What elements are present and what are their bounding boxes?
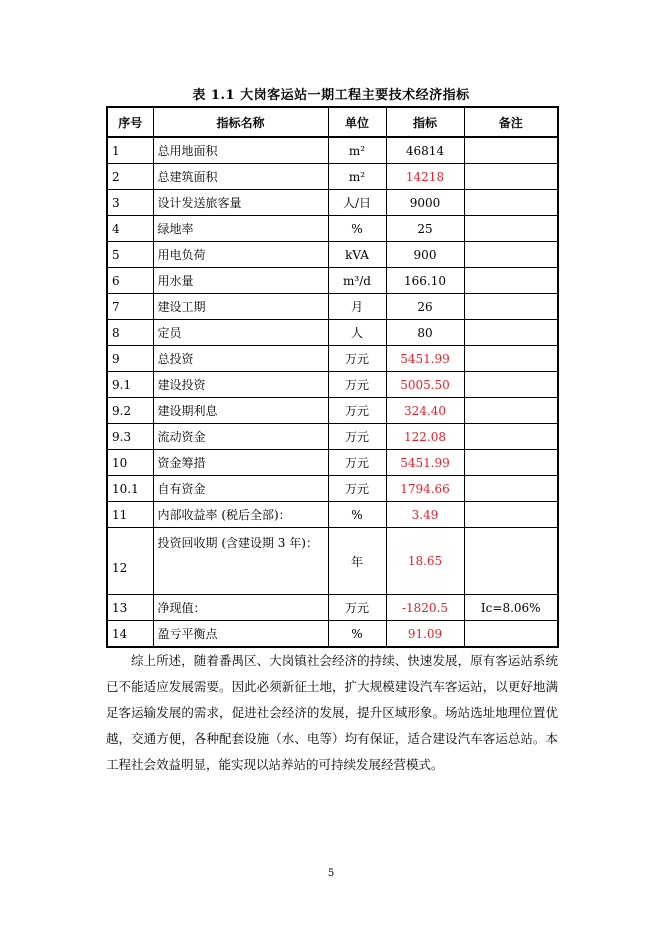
row-unit: 万元	[328, 398, 386, 424]
row-unit: 人/日	[328, 190, 386, 216]
row-number: 6	[107, 268, 153, 294]
row-number: 10	[107, 450, 153, 476]
row-indicator-name: 建设工期	[153, 294, 328, 320]
row-unit: kVA	[328, 242, 386, 268]
row-number: 2	[107, 164, 153, 190]
row-indicator-name: 绿地率	[153, 216, 328, 242]
row-unit: m³/d	[328, 268, 386, 294]
table-row	[107, 164, 558, 190]
row-note	[464, 372, 558, 398]
row-unit: 月	[328, 294, 386, 320]
row-number: 14	[107, 621, 153, 648]
row-indicator-name: 总建筑面积	[153, 164, 328, 190]
row-note	[464, 398, 558, 424]
row-note	[464, 190, 558, 216]
table-row	[107, 621, 558, 648]
table-row	[107, 320, 558, 346]
row-number: 12	[107, 528, 153, 595]
header-name: 指标名称	[153, 107, 328, 137]
table-row	[107, 216, 558, 242]
header-unit: 单位	[328, 107, 386, 137]
row-indicator-name: 自有资金	[153, 476, 328, 502]
row-number: 5	[107, 242, 153, 268]
row-value: 3.49	[386, 502, 464, 528]
row-number: 11	[107, 502, 153, 528]
row-unit: m²	[328, 137, 386, 164]
table-row	[107, 294, 558, 320]
row-indicator-name: 内部收益率 (税后全部)：	[153, 502, 328, 528]
row-unit: 万元	[328, 450, 386, 476]
table-title: 表 1.1 大岗客运站一期工程主要技术经济指标	[192, 88, 470, 103]
row-value: 166.10	[386, 268, 464, 294]
row-number: 9	[107, 346, 153, 372]
row-number: 9.1	[107, 372, 153, 398]
row-unit: %	[328, 621, 386, 648]
table-row	[107, 372, 558, 398]
row-note	[464, 528, 558, 595]
row-value: 25	[386, 216, 464, 242]
row-number: 3	[107, 190, 153, 216]
table-row	[107, 398, 558, 424]
row-indicator-name: 定员	[153, 320, 328, 346]
row-unit: 万元	[328, 372, 386, 398]
table-row	[107, 424, 558, 450]
row-indicator-name: 设计发送旅客量	[153, 190, 328, 216]
table-row	[107, 346, 558, 372]
row-number: 9.2	[107, 398, 153, 424]
row-unit: 万元	[328, 346, 386, 372]
table-row	[107, 528, 558, 595]
row-indicator-name: 总用地面积	[153, 137, 328, 164]
row-note: Ic=8.06%	[464, 595, 558, 621]
row-indicator-name: 流动资金	[153, 424, 328, 450]
row-indicator-name: 用水量	[153, 268, 328, 294]
row-unit: 万元	[328, 595, 386, 621]
row-note	[464, 268, 558, 294]
row-note	[464, 242, 558, 268]
header-no: 序号	[107, 107, 153, 137]
row-note	[464, 294, 558, 320]
table-row	[107, 242, 558, 268]
row-number: 7	[107, 294, 153, 320]
row-note	[464, 502, 558, 528]
table-row	[107, 595, 558, 621]
row-note	[464, 450, 558, 476]
row-value: 900	[386, 242, 464, 268]
row-value: 5451.99	[386, 450, 464, 476]
row-number: 13	[107, 595, 153, 621]
row-indicator-name: 总投资	[153, 346, 328, 372]
row-number: 1	[107, 137, 153, 164]
table-row	[107, 268, 558, 294]
row-note	[464, 320, 558, 346]
row-indicator-name: 用电负荷	[153, 242, 328, 268]
row-unit: 万元	[328, 476, 386, 502]
row-unit: %	[328, 216, 386, 242]
indicator-table	[106, 106, 559, 648]
row-indicator-name: 建设投资	[153, 372, 328, 398]
row-note	[464, 621, 558, 648]
row-value: 26	[386, 294, 464, 320]
row-value: 1794.66	[386, 476, 464, 502]
row-value: 80	[386, 320, 464, 346]
row-value: 14218	[386, 164, 464, 190]
row-unit: 万元	[328, 424, 386, 450]
table-header-row	[107, 107, 558, 137]
row-value: 46814	[386, 137, 464, 164]
page-number: 5	[327, 868, 335, 879]
row-indicator-name: 建设期利息	[153, 398, 328, 424]
table-row	[107, 137, 558, 164]
table-row	[107, 502, 558, 528]
row-indicator-name: 资金筹措	[153, 450, 328, 476]
row-note	[464, 216, 558, 242]
header-value: 指标	[386, 107, 464, 137]
table-row	[107, 190, 558, 216]
row-indicator-name: 投资回收期 (含建设期 3 年)：	[153, 528, 328, 595]
row-number: 8	[107, 320, 153, 346]
row-number: 10.1	[107, 476, 153, 502]
row-value: 9000	[386, 190, 464, 216]
row-unit: 年	[328, 528, 386, 595]
row-unit: %	[328, 502, 386, 528]
row-note	[464, 164, 558, 190]
row-value: 324.40	[386, 398, 464, 424]
row-value: -1820.5	[386, 595, 464, 621]
row-note	[464, 424, 558, 450]
row-value: 5005.50	[386, 372, 464, 398]
row-note	[464, 346, 558, 372]
row-note	[464, 137, 558, 164]
header-note: 备注	[464, 107, 558, 137]
row-value: 18.65	[386, 528, 464, 595]
row-unit: m²	[328, 164, 386, 190]
row-indicator-name: 盈亏平衡点	[153, 621, 328, 648]
row-number: 4	[107, 216, 153, 242]
table-row	[107, 450, 558, 476]
row-note	[464, 476, 558, 502]
row-value: 122.08	[386, 424, 464, 450]
table-row	[107, 476, 558, 502]
summary-text: 综上所述，随着番禺区、大岗镇社会经济的持续、快速发展，原有客运站系统已不能适应发展需要。因此必须新征土地，扩大规模建设汽车客运站，以更好地满足客运输发展的需求，促进社会经济的发展，提升区域形象。场站选址地理位置优越，交通方便，各种配套设施（水、电等）均有保证，适合建设汽车客运总站。本工程社会效益明显，能实现以站养站的可持续发展经营模式。	[106, 653, 558, 772]
row-value: 5451.99	[386, 346, 464, 372]
summary-paragraph	[106, 648, 558, 778]
row-indicator-name: 净现值：	[153, 595, 328, 621]
row-number: 9.3	[107, 424, 153, 450]
row-value: 91.09	[386, 621, 464, 648]
row-unit: 人	[328, 320, 386, 346]
